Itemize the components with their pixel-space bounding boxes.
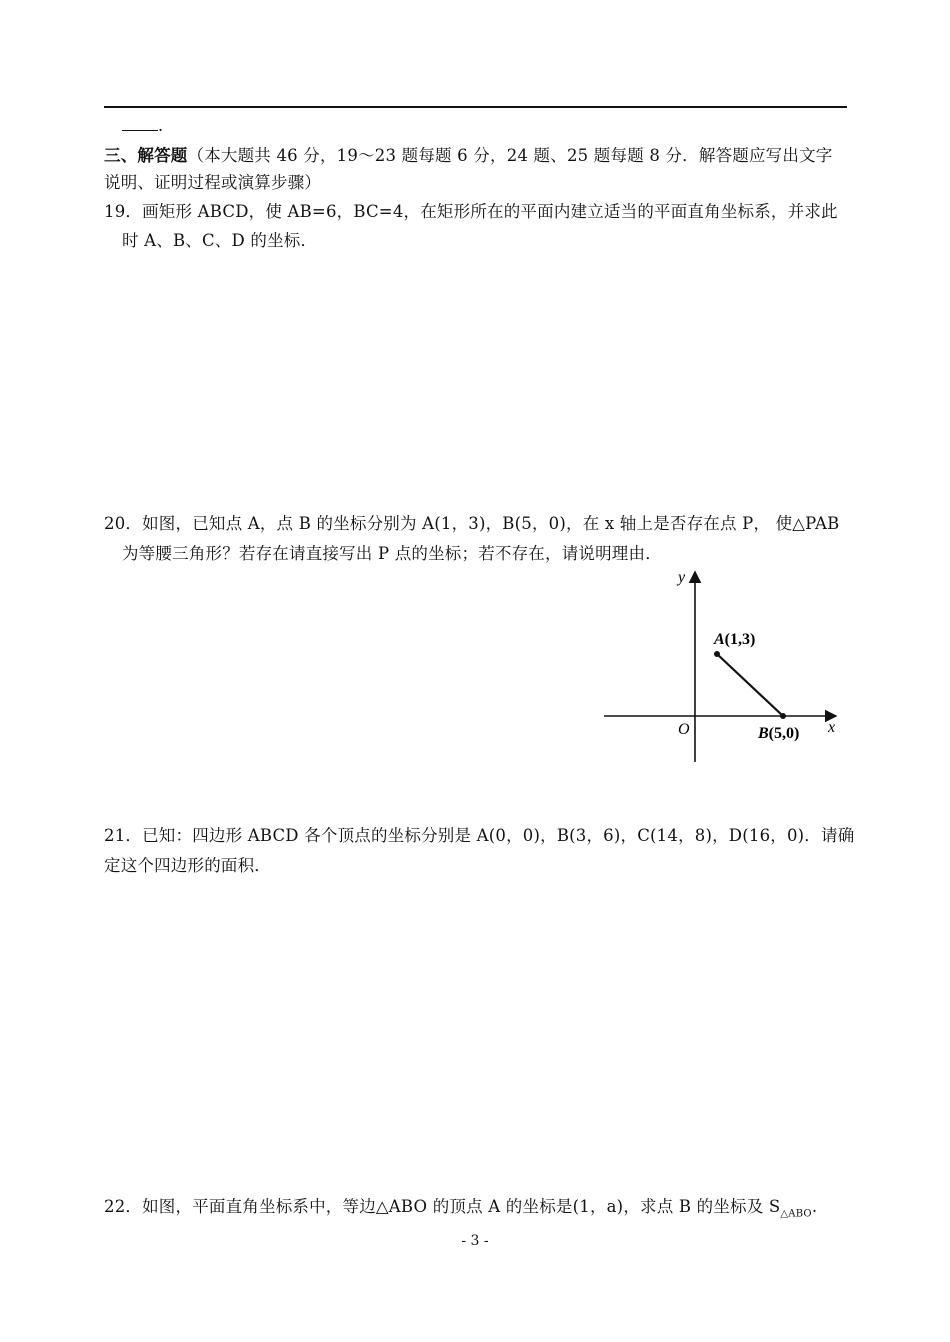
- y-axis-label: y: [678, 569, 686, 586]
- question-21-line2: 定这个四边形的面积．: [104, 856, 271, 875]
- point-b-name: B: [758, 725, 769, 742]
- origin-label: O: [678, 721, 690, 738]
- x-axis-label: x: [828, 719, 836, 736]
- question-22-text: 22．如图，平面直角坐标系中，等边△ABO 的顶点 A 的坐标是(1，a)，求点 B 的坐标及 S: [104, 1197, 781, 1216]
- question-22-line1: [104, 1195, 847, 1226]
- header-rule: [104, 106, 847, 108]
- question-19-line2: 时 A、B、C、D 的坐标．: [122, 231, 318, 250]
- point-a-name: A: [714, 631, 725, 648]
- point-a-dot: [714, 651, 720, 657]
- question-22-subscript: △ABO: [780, 1208, 812, 1220]
- point-a-coords: (1,3): [724, 631, 756, 648]
- section3-intro-line1: （本大题共 46 分，19～23 题每题 6 分，24 题、25 题每题 8 分．解答题应写出文字: [187, 146, 833, 165]
- question-20-figure: [600, 566, 844, 766]
- blank-period: .: [158, 116, 164, 135]
- coordinate-plane: [600, 566, 844, 766]
- answer-blank-line: [122, 116, 158, 131]
- question-20-line1: 20．如图，已知点 A，点 B 的坐标分别为 A(1，3)，B(5，0)，在 x 轴上是否存在点 P， 使△PAB: [104, 514, 840, 533]
- point-b-label: [757, 725, 799, 742]
- segment-ab: [717, 654, 783, 716]
- point-b-coords: (5,0): [768, 725, 800, 742]
- section3-intro-line2: 说明、证明过程或演算步骤）: [104, 173, 322, 192]
- section3-heading-line: [104, 144, 847, 168]
- point-b-dot: [780, 713, 786, 719]
- page-number: - 3 -: [461, 1233, 489, 1249]
- question-20-line2: 为等腰三角形？若存在请直接写出 P 点的坐标；若不存在，请说明理由．: [122, 544, 662, 563]
- question-22-period: .: [811, 1197, 818, 1216]
- previous-question-blank: [122, 116, 163, 136]
- question-21-line1: 21．已知：四边形 ABCD 各个顶点的坐标分别是 A(0，0)，B(3，6)，C(14，8)，D(16，0)．请确: [104, 826, 855, 845]
- question-19-line1: 19．画矩形 ABCD，使 AB=6，BC=4，在矩形所在的平面内建立适当的平面直角坐标系，并求此: [104, 202, 838, 221]
- point-a-label: [713, 631, 755, 648]
- section3-heading: 三、解答题: [104, 146, 188, 165]
